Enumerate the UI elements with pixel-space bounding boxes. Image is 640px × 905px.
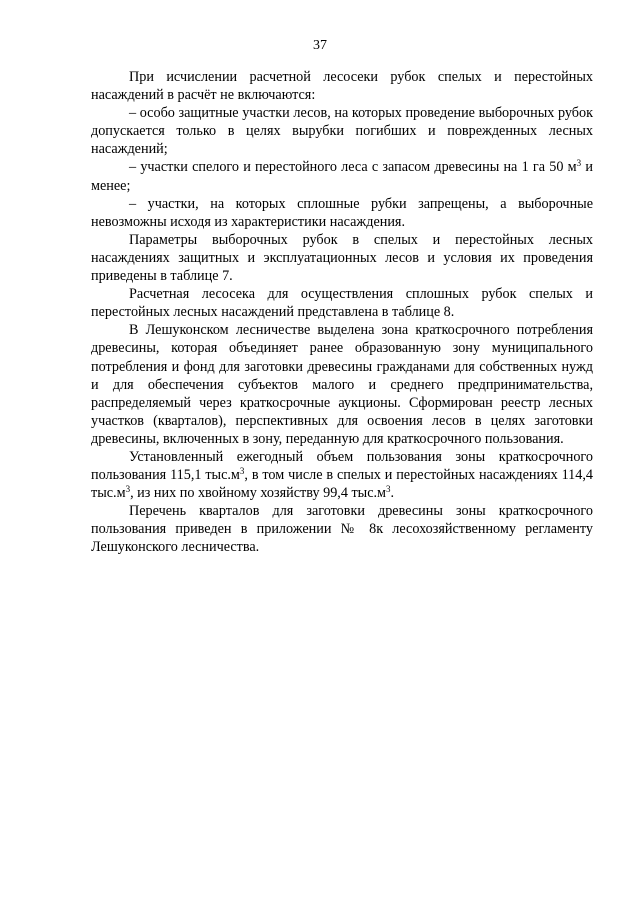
list-item-low-stock-areas [91,158,593,194]
paragraph-annual-volume [91,448,593,502]
text-run: – участки спелого и перестойного леса с запасом древесины на 1 га 50 м [129,159,577,176]
text-run: – особо защитные участки лесов, на которых проведение выборочных рубок допускается только в целях вырубки погибших и поврежденных лесных насаждений; [91,105,593,158]
text-run: При исчислении расчетной лесосеки рубок спелых и перестойных насаждений в расчёт не включаются: [91,69,593,104]
document-body [91,68,593,557]
superscript: 3 [239,466,245,477]
superscript: 3 [386,484,391,495]
text-run: Параметры выборочных рубок в спелых и перестойных лесных насаждениях защитных и эксплуатационных лесов и условия их проведения приведены в таблице 7. [91,231,593,285]
list-item-prohibited-areas [91,195,593,231]
paragraph-clear-cutting [91,285,593,321]
paragraph-quarters-list [91,502,593,556]
text-run: В Лешуконском лесничестве выделена зона краткосрочного потребления древесины, которая объединяет ранее образованную зону муниципального потребления и фонд для заготовки древесины гражданами для собственных нужд и для обеспечения субъектов малого и среднего предпринимательства, распределяемый через краткосрочные аукционы. Сформирован реестр лесных участков (кварталов), перспективных для освоения лесов в целях заготовки древесины, включенных в зону, переданную для краткосрочного пользования. [91,322,593,447]
text-run: Расчетная лесосека для осуществления сплошных рубок спелых и перестойных лесных насаждений представлена в таблице 8. [91,286,593,321]
superscript: 3 [125,484,131,495]
paragraph-short-term-zone [91,321,593,448]
paragraph-selective-cutting [91,231,593,285]
text-run: , в том числе в спелых и перестойных насаждениях 114,4 тыс.м [91,467,594,502]
superscript: 3 [576,158,582,169]
text-run: , из них по хвойному хозяйству 99,4 тыс.м [130,485,387,502]
list-item-protective-areas [91,104,593,158]
text-run: и менее; [91,159,593,194]
text-run: – участки, на которых сплошные рубки запрещены, а выборочные невозможны исходя из характеристики насаждения. [91,195,593,230]
paragraph-exclusions-intro [91,68,593,104]
page-number: 37 [313,38,327,53]
text-run: Установленный ежегодный объем пользования зоны краткосрочного пользования 115,1 тыс.м [91,448,593,484]
text-run: . [390,485,395,502]
text-run: Перечень кварталов для заготовки древесины зоны краткосрочного пользования приведен в приложении № 8к лесохозяйственному регламенту Лешуконского лесничества. [91,503,593,556]
